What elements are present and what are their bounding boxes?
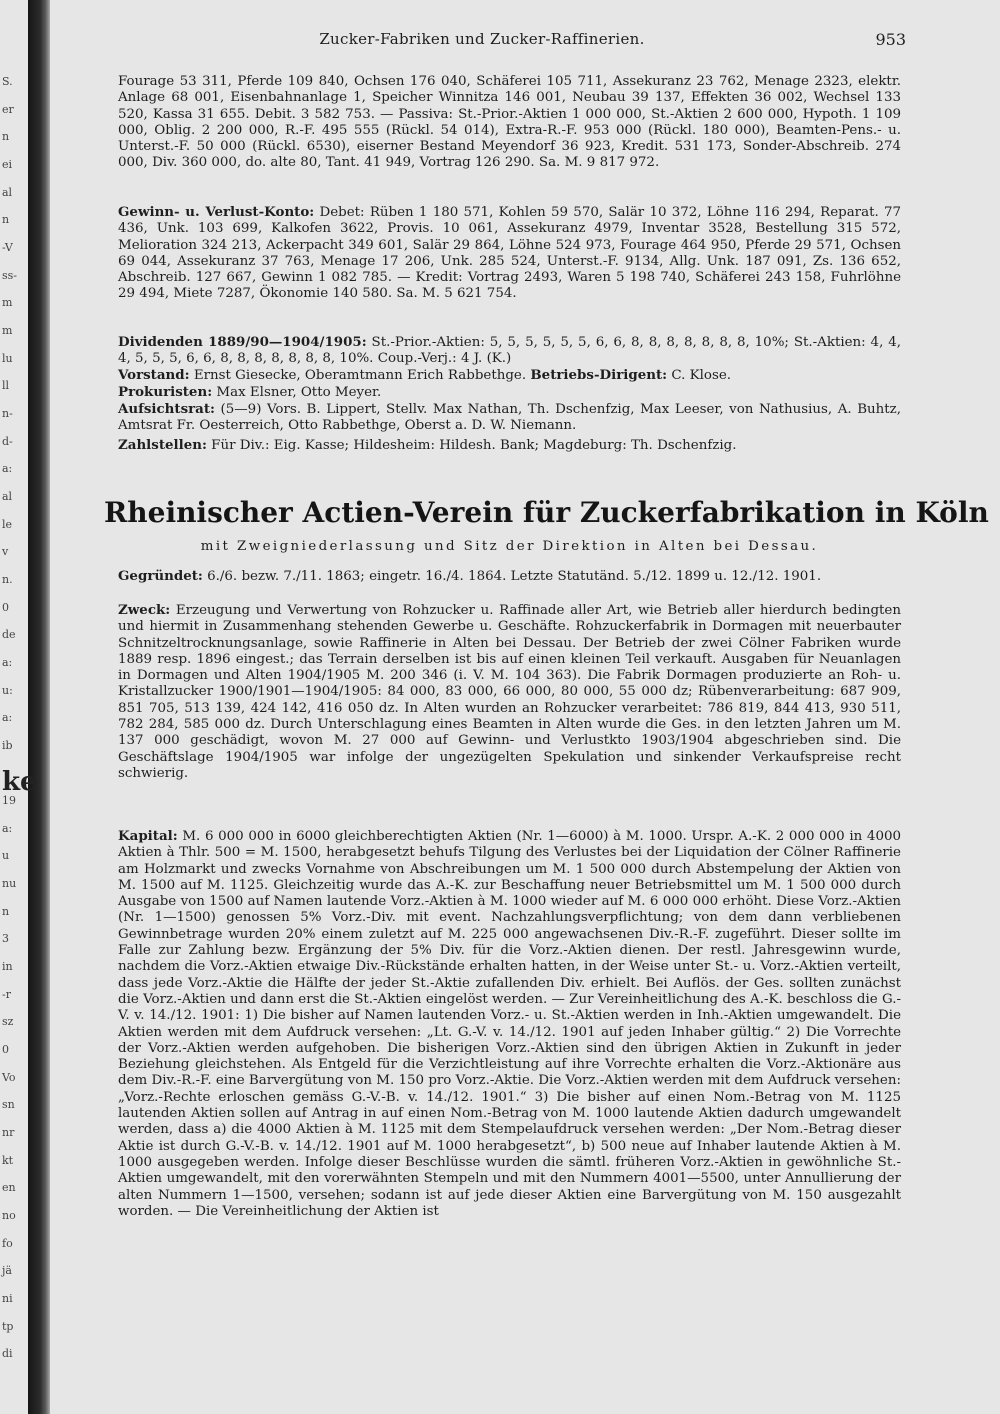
- margin-fragment: n: [2, 213, 10, 226]
- margin-fragment: in: [2, 960, 13, 973]
- margin-fragment: di: [2, 1347, 13, 1360]
- prokuristen-text: Max Elsner, Otto Meyer.: [216, 385, 382, 400]
- dividends-label: Dividenden 1889/90—1904/1905:: [118, 334, 367, 350]
- margin-fragment: tp: [2, 1320, 14, 1333]
- dividends-text: St.-Prior.-Aktien: 5, 5, 5, 5, 5, 5, 6, 6, 8, 8, 8, 8, 8, 8, 8, 10%; St.-Aktien: 4, 4, 4, 5, 5, 5, 6, 6, 8, 8, 8, 8, 8, 8, 8, 10%. Coup.-Verj.: 4 J. (K.): [118, 335, 901, 367]
- margin-fragment: n: [2, 130, 10, 143]
- margin-fragment: ss-: [2, 269, 18, 282]
- margin-fragment: -r: [2, 988, 11, 1001]
- margin-fragment: er: [2, 103, 14, 116]
- balance-sheet-continuation: Fourage 53 311, Pferde 109 840, Ochsen 176 040, Schäferei 105 711, Assekuranz 23 762, Menage 2323, elektr. Anlage 68 001, Eisenbahnanlage 1, Speicher Winnitza 146 001, Neubau 39 137, Effekten 36 002, Wechsel 133 520, Kassa 31 655. Debit. 3 582 753. — Passiva: St.-Prior.-Aktien 1 000 000, St.-Aktien 2 600 000, Hypoth. 1 109 000, Oblig. 2 200 000, R.-F. 495 555 (Rückl. 54 014), Extra-R.-F. 953 000 (Rückl. 180 000), Beamten-Pens.- u. Unterst.-F. 50 000 (Rückl. 6530), eiserner Bestand Meyendorf 36 923, Kredit. 531 173, Sonder-Abschreib. 274 000, Div. 360 000, do. alte 80, Tant. 41 949, Vortrag 126 290. Sa. M. 9 817 972.: [118, 74, 901, 171]
- zweck-text: Erzeugung und Verwertung von Rohzucker u. Raffinade aller Art, wie Betrieb aller hierdurch bedingten und hiermit in Zusammenhang stehenden Gewerbe u. Geschäfte. Rohzuckerfabrik in Dormagen mit neuerbauter Schnitzeltrocknungsanlage, sowie Raffinerie in Alten bei Dessau. Der Betrieb der zwei Cölner Fabriken wurde 1889 resp. 1896 eingest.; das Terrain derselben ist bis auf einen kleinen Teil verkauft. Ausgaben für Neuanlagen in Dormagen und Alten 1904/1905 M. 200 346 (i. V. M. 104 363). Die Fabrik Dormagen produzierte an Roh- u. Kristallzucker 1900/1901—1904/1905: 84 000, 83 000, 66 000, 80 000, 55 000 dz; Rübenverarbeitung: 687 909, 851 705, 513 139, 424 142, 416 050 dz. In Alten wurden an Rohzucker verarbeitet: 786 819, 844 413, 930 511, 782 284, 585 000 dz. Durch Unterschlagung eines Beamten in Alten wurde die Ges. in den letzten Jahren um M. 137 000 geschädigt, wovon M. 27 000 auf Gewinn- und Verlustkto 1903/1904 abgeschrieben sind. Die Geschäftslage 1904/1905 war infolge der ungezügelten Spekulation und sinkender Verkaufspreise recht schwierig.: [118, 603, 901, 781]
- profit-loss-account: [118, 204, 901, 303]
- margin-fragment: al: [2, 490, 13, 503]
- zahlstellen-label: Zahlstellen:: [118, 437, 207, 453]
- betriebs-dirigent-text: C. Klose.: [671, 368, 732, 383]
- margin-fragment: lu: [2, 352, 13, 365]
- supervisory-board-entry: [118, 401, 901, 435]
- margin-fragment: 0: [2, 1043, 9, 1056]
- margin-fragment: a:: [2, 656, 13, 669]
- page-number: 953: [875, 30, 906, 49]
- margin-fragment: -V: [2, 241, 13, 254]
- capital-entry: [118, 828, 901, 1220]
- vorstand-label: Vorstand:: [118, 367, 190, 383]
- margin-fragment: ib: [2, 739, 13, 752]
- margin-fragment: n-: [2, 407, 13, 420]
- margin-fragment: sz: [2, 1015, 14, 1028]
- company-subtitle: mit Zweigniederlassung und Sitz der Direktion in Alten bei Dessau.: [200, 539, 819, 554]
- running-title: Zucker-Fabriken und Zucker-Raffinerien.: [319, 30, 645, 48]
- aufsichtsrat-text: (5—9) Vors. B. Lippert, Stellv. Max Nathan, Th. Dschenfzig, Max Leeser, von Nathusius, A. Buhtz, Amtsrat Fr. Oesterreich, Otto Rabbethge, Oberst a. D. W. Niemann.: [118, 402, 901, 434]
- gegruendet-label: Gegründet:: [118, 568, 203, 584]
- profit-loss-text: Debet: Rüben 1 180 571, Kohlen 59 570, Salär 10 372, Löhne 116 294, Reparat. 77 436, Unk. 103 699, Kalkofen 3622, Provis. 10 061, Assekuranz 4979, Inventar 3528, Bestellung 315 572, Melioration 324 213, Ackerpacht 349 601, Salär 29 864, Löhne 524 973, Fourage 464 950, Pferde 29 571, Ochsen 69 044, Assekuranz 37 763, Menage 17 206, Unk. 285 524, Unterst.-F. 9134, Allg. Unk. 187 091, Zs. 136 652, Abschreib. 127 667, Gewinn 1 082 785. — Kredit: Vortrag 2493, Waren 5 198 740, Schäferei 243 158, Fuhrlöhne 29 494, Miete 7287, Ökonomie 140 580. Sa. M. 5 621 754.: [118, 205, 902, 302]
- margin-fragment: fo: [2, 1237, 13, 1250]
- margin-fragment: ei: [2, 158, 13, 171]
- margin-fragment: S.: [2, 75, 13, 88]
- board-entry: [118, 367, 901, 384]
- margin-fragment: m: [2, 296, 13, 309]
- left-page-margin: [0, 75, 37, 1375]
- margin-fragment: a:: [2, 822, 13, 835]
- page-header: [58, 30, 906, 52]
- margin-fragment: no: [2, 1209, 16, 1222]
- vorstand-text: Ernst Giesecke, Oberamtmann Erich Rabbethge.: [193, 368, 527, 383]
- betriebs-dirigent-label: Betriebs-Dirigent:: [530, 367, 668, 383]
- margin-fragment: 19: [2, 794, 16, 807]
- binding-gutter-shadow: [28, 0, 50, 1414]
- margin-fragment: 0: [2, 601, 9, 614]
- paying-agents-entry: [118, 437, 901, 454]
- founded-entry: [118, 568, 901, 585]
- margin-fragment: al: [2, 186, 13, 199]
- margin-fragment: nr: [2, 1126, 15, 1139]
- margin-fragment: n: [2, 905, 10, 918]
- zweck-label: Zweck:: [118, 602, 171, 618]
- margin-fragment: a:: [2, 462, 13, 475]
- company-title: Rheinischer Actien-Verein für Zuckerfabrikation in Köln: [104, 496, 989, 529]
- gegruendet-text: 6./6. bezw. 7./11. 1863; eingetr. 16./4. 1864. Letzte Statutänd. 5./12. 1899 u. 12./12. 1901.: [207, 569, 822, 584]
- dividends-entry: [118, 334, 901, 368]
- margin-fragment: ll: [2, 379, 10, 392]
- aufsichtsrat-label: Aufsichtsrat:: [118, 401, 215, 417]
- margin-fragment: sn: [2, 1098, 15, 1111]
- kapital-label: Kapital:: [118, 828, 178, 844]
- prokuristen-entry: [118, 384, 901, 401]
- margin-fragment: en: [2, 1181, 16, 1194]
- purpose-entry: [118, 602, 901, 782]
- margin-fragment: le: [2, 518, 13, 531]
- kapital-text: M. 6 000 000 in 6000 gleichberechtigten Aktien (Nr. 1—6000) à M. 1000. Urspr. A.-K. 2 000 000 in 4000 Aktien à Thlr. 500 = M. 1500, herabgesetzt behufs Tilgung des Verlustes bei der Liquidation der Cölner Raffinerie am Holzmarkt und zwecks Vornahme von Abschreibungen um M. 1 500 000 durch Abstempelung der Aktien von M. 1500 auf M. 1125. Gleichzeitig wurde das A.-K. zur Beschaffung neuer Betriebsmittel um M. 1 500 000 durch Ausgabe von 1500 auf Namen lautende Vorz.-Aktien à M. 1000 wieder auf M. 6 000 000 erhöht. Diese Vorz.-Aktien (Nr. 1—1500) genossen 5% Vorz.-Div. mit event. Nachzahlungsverpflichtung; von dem dann verbliebenen Gewinnbetrage wurden 20% einem zuletzt auf M. 225 000 angewachsenen Div.-R.-F. zugeführt. Dieser sollte im Falle zur Zahlung bezw. Ergänzung der 5% Div. für die Vorz.-Aktien dienen. Der restl. Jahresgewinn wurde, nachdem die Vorz.-Aktien etwaige Div.-Rückstände erhalten hatten, in der Weise unter St.- u. Vorz.-Aktien verteilt, dass jede Vorz.-Aktie die Hälfte der jeder St.-Aktie zufallenden Div. erhielt. Bei Auflös. der Ges. sollten zunächst die Vorz.-Aktien und dann erst die St.-Aktien eingelöst werden. — Zur Vereinheitlichung des A.-K. beschloss die G.-V. v. 14./12. 1901: 1) Die bisher auf Namen lautenden Vorz.- u. St.-Aktien werden in Inh.-Aktien umgewandelt. Die Aktien werden mit dem Aufdruck versehen: „Lt. G.-V. v. 14./12. 1901 auf jeden Inhaber gültig.“ 2) Die Vorrechte der Vorz.-Aktien werden aufgehoben. Die bisherigen Vorz.-Aktien sind den übrigen Aktien in Zukunft in jeder Beziehung gleichstehen. Als Entgeld für die Verzichtleistung auf ihre Vorrechte erhalten die Vorz.-Aktionäre aus dem Div.-R.-F. eine Barvergütung von M. 150 pro Vorz.-Aktie. Die Vorz.-Aktien werden mit dem Aufdruck versehen: „Vorz.-Rechte erloschen gemäss G.-V.-B. v. 14./12. 1901.“ 3) Die bisher auf einen Nom.-Betrag von M. 1125 lautenden Aktien sollen auf Antrag in auf einen Nom.-Betrag von M. 1000 lautende Aktien dadurch umgewandelt werden, dass a) die 4000 Aktien à M. 1125 mit dem Stempelaufdruck versehen werden: „Der Nom.-Betrag dieser Aktie ist durch G.-V.-B. v. 14./12. 1901 auf M. 1000 herabgesetzt“, b) 500 neue auf Inhaber lautende Aktien à M. 1000 ausgegeben werden. Infolge dieser Beschlüsse wurden die sämtl. früheren Vorz.-Aktien in gewöhnliche St.-Aktien umgewandelt, mit den vorerwähnten Stempeln und mit den Nummern 4001—5500, unter Annullierung der alten Nummern 1—1500, versehen; sodann ist auf jede dieser Aktien eine Barvergütung von M. 150 ausgezahlt worden. — Die Vereinheitlichung der Aktien ist: [118, 829, 902, 1219]
- margin-fragment: u:: [2, 684, 13, 697]
- margin-fragment: v: [2, 545, 9, 558]
- margin-fragment: de: [2, 628, 16, 641]
- margin-fragment: n.: [2, 573, 13, 586]
- margin-fragment: kt: [2, 1154, 14, 1167]
- margin-fragment: Vo: [2, 1071, 16, 1084]
- margin-fragment: ke: [2, 767, 37, 797]
- profit-loss-label: Gewinn- u. Verlust-Konto:: [118, 204, 315, 220]
- prokuristen-label: Prokuristen:: [118, 384, 213, 400]
- margin-fragment: 3: [2, 932, 9, 945]
- margin-fragment: ni: [2, 1292, 13, 1305]
- margin-fragment: u: [2, 849, 10, 862]
- margin-fragment: m: [2, 324, 13, 337]
- margin-fragment: jä: [2, 1264, 12, 1277]
- margin-fragment: nu: [2, 877, 17, 890]
- margin-fragment: a:: [2, 711, 13, 724]
- zahlstellen-text: Für Div.: Eig. Kasse; Hildesheim: Hildesh. Bank; Magdeburg: Th. Dschenfzig.: [211, 438, 737, 453]
- margin-fragment: d-: [2, 435, 13, 448]
